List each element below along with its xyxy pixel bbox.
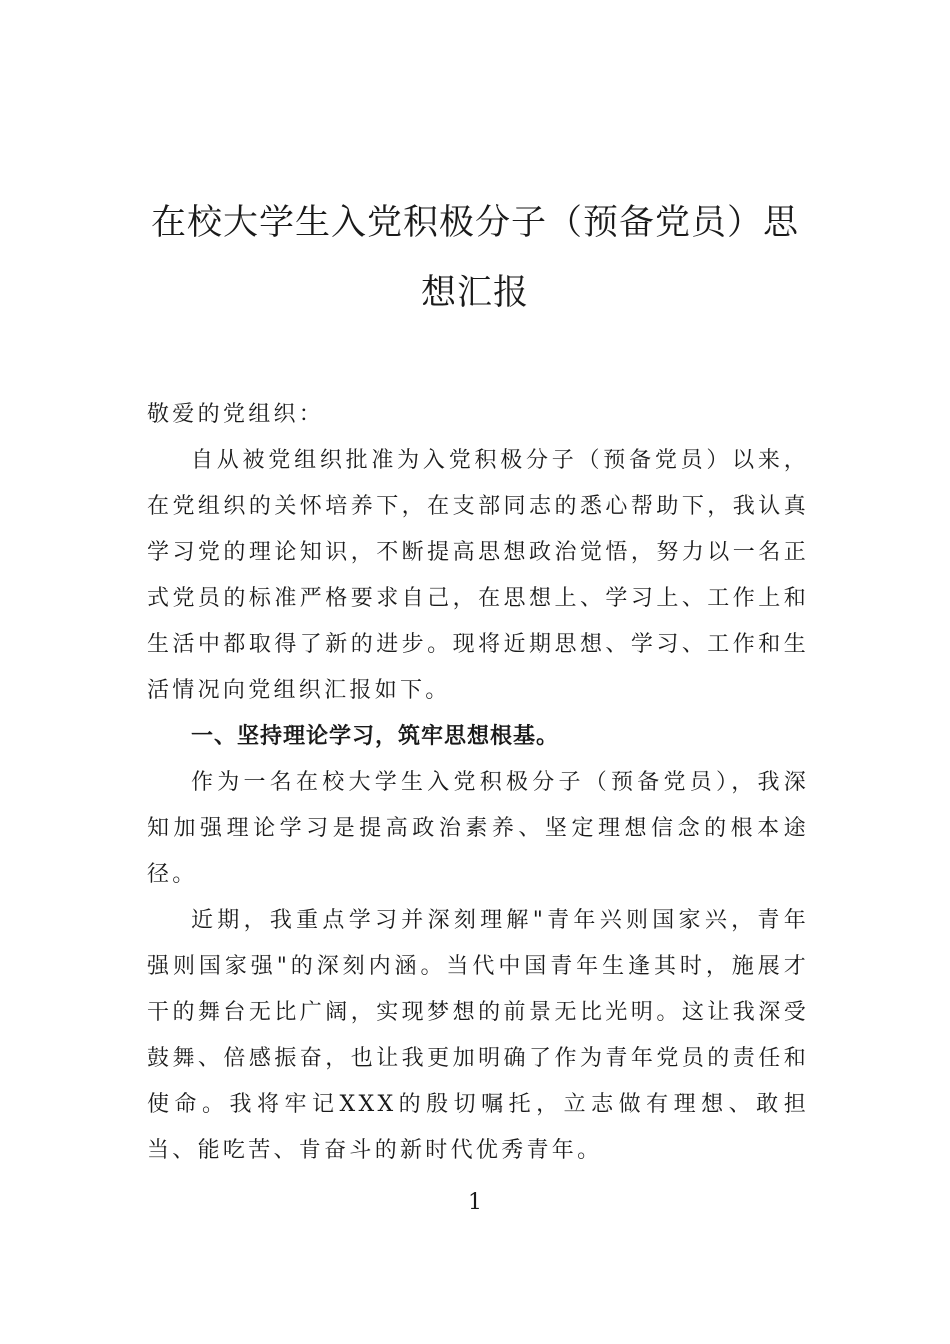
paragraph-intro: 自从被党组织批准为入党积极分子（预备党员）以来，在党组织的关怀培养下，在支部同志的悉心帮助下，我认真学习党的理论知识，不断提高思想政治觉悟，努力以一名正式党员的标准严格要求自己，在思想上、学习上、工作上和生活中都取得了新的进步。现将近期思想、学习、工作和生活情况向党组织汇报如下。 [147,448,809,703]
paragraph-theory-study: 作为一名在校大学生入党积极分子（预备党员），我深知加强理论学习是提高政治素养、坚定理想信念的根本途径。 [147,770,809,887]
section-heading-1: 一、坚持理论学习，筑牢思想根基。 [191,724,560,749]
paragraph-youth: 近期，我重点学习并深刻理解"青年兴则国家兴，青年强则国家强"的深刻内涵。当代中国青年生逢其时，施展才干的舞台无比广阔，实现梦想的前景无比光明。这让我深受鼓舞、倍感振奋，也让我更加明确了作为青年党员的责任和使命。我将牢记XXX的殷切嘱托，立志做有理想、敢担当、能吃苦、肯奋斗的新时代优秀青年。 [147,908,809,1163]
salutation: 敬爱的党组织： [147,402,325,427]
document-title: 在校大学生入党积极分子（预备党员）思想汇报 [150,203,799,313]
document-body [147,392,809,1174]
page-number: 1 [468,1190,482,1215]
